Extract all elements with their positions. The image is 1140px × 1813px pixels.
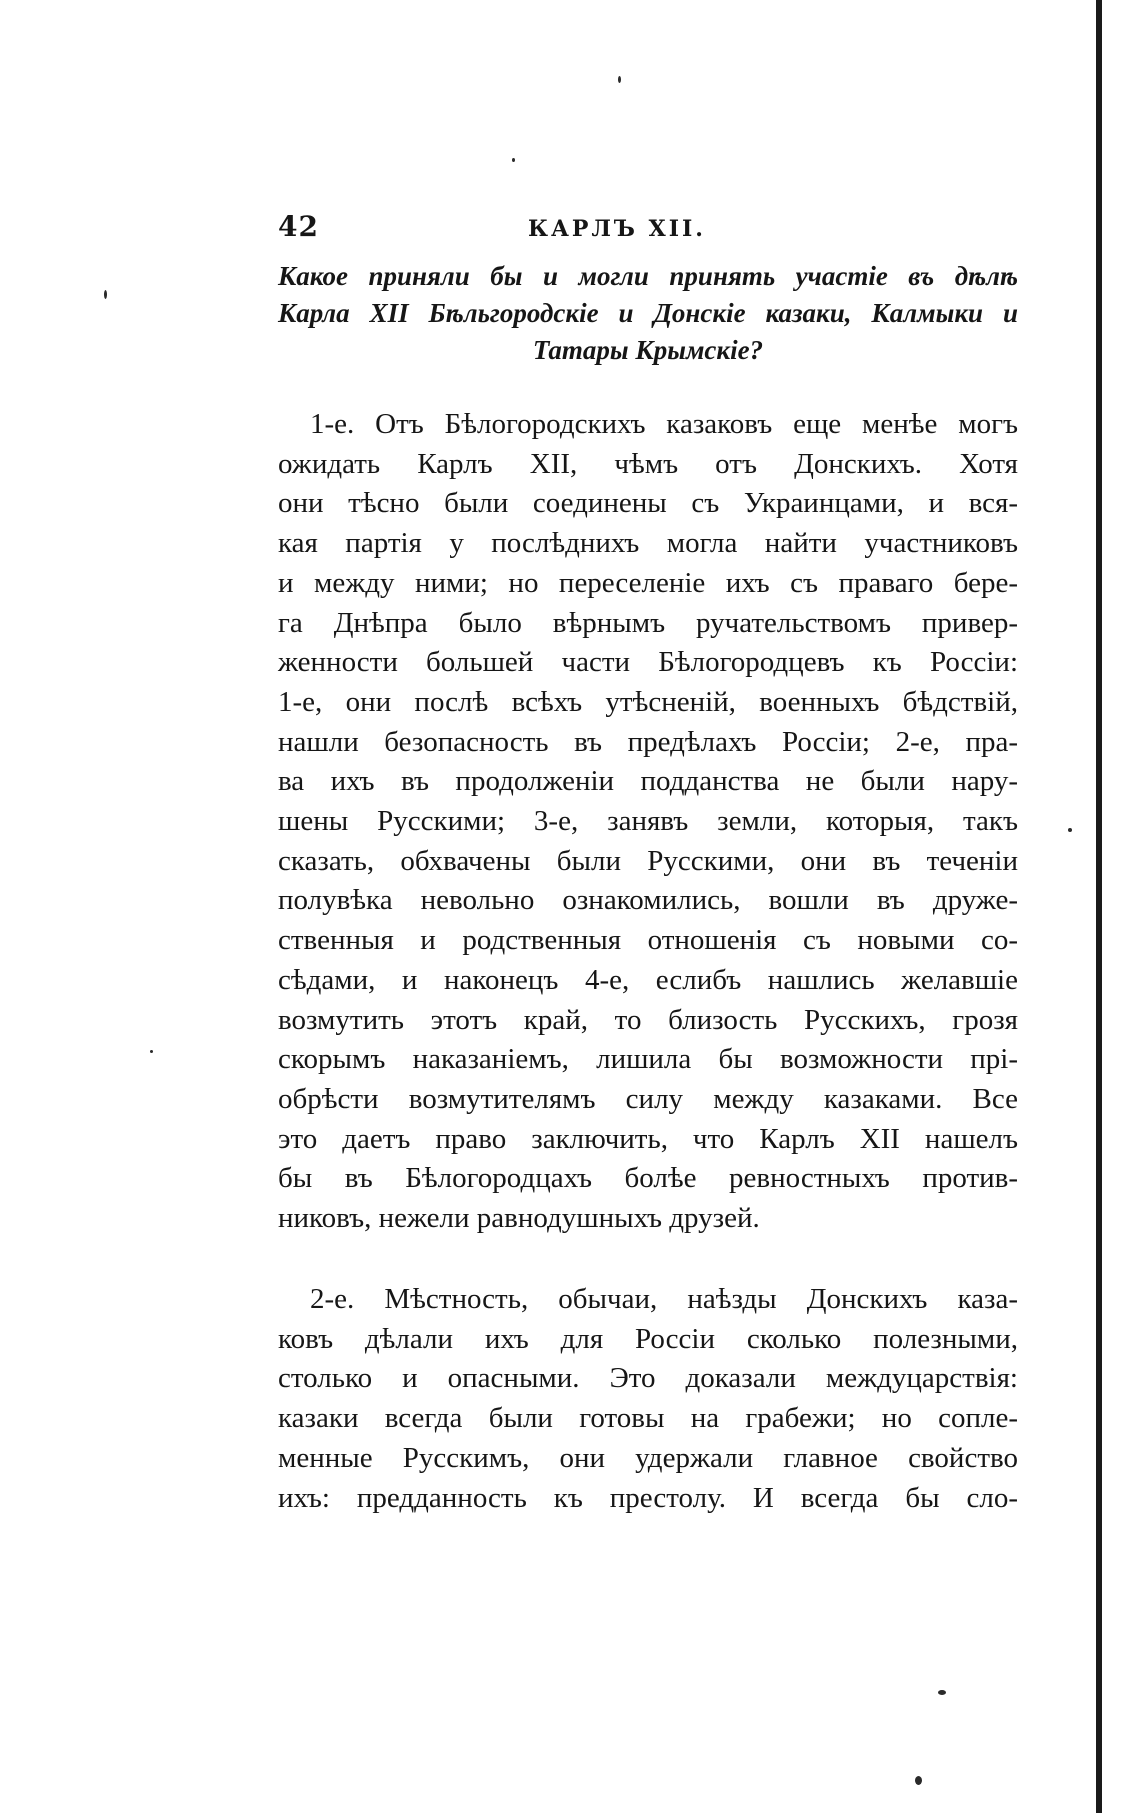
text-line: сказать, обхвачены были Русскими, они въ теченіи [278, 844, 1018, 877]
page-number: 42 [278, 210, 319, 243]
text-line: бы въ Бѣлогородцахъ болѣе ревностныхъ против- [278, 1162, 1018, 1195]
page-header [278, 210, 1018, 250]
text-line: обрѣсти возмутителямъ силу между казаками. Все [278, 1082, 1018, 1115]
text-line: и между ними; но переселеніе ихъ съ праваго бере- [278, 566, 1018, 599]
text-line: кая партія у послѣднихъ могла найти участниковъ [278, 527, 1018, 560]
text-line: 1-е, они послѣ всѣхъ утѣсненій, военныхъ бѣдствій, [278, 685, 1018, 718]
text-line: скорымъ наказаніемъ, лишила бы возможности прі- [278, 1043, 1018, 1076]
question-line: Карла XII Бѣльгородскіе и Донскіе казаки, Калмыки и [278, 298, 1018, 328]
text-line: столько и опасными. Это доказали междуцарствія: [278, 1362, 1018, 1395]
text-line: ва ихъ въ продолженіи подданства не были нару- [278, 765, 1018, 798]
text-line: га Днѣпра было вѣрнымъ ручательствомъ привер- [278, 606, 1018, 639]
page-edge-rule [1096, 0, 1102, 1813]
text-line: они тѣсно были соединены съ Украинцами, и вся- [278, 487, 1018, 520]
print-speck [150, 1050, 153, 1053]
text-line: это даетъ право заключить, что Карлъ XII нашелъ [278, 1122, 1018, 1155]
paragraph-2 [278, 1280, 1018, 1518]
text-line: казаки всегда были готовы на грабежи; но сопле- [278, 1402, 1018, 1435]
text-line: возмутить этотъ край, то близость Русскихъ, грозя [278, 1003, 1018, 1036]
question-line: Какое приняли бы и могли принять участіе въ дѣлѣ [278, 261, 1018, 291]
text-line: менные Русскимъ, они удержали главное свойство [278, 1441, 1018, 1474]
paragraph-1 [278, 405, 1018, 1239]
question-line: Татары Крымскіе? [532, 335, 764, 365]
text-line: ихъ: предданность къ престолу. И всегда бы сло- [278, 1481, 1018, 1514]
text-line: женности большей части Бѣлогородцевъ къ Россіи: [278, 646, 1018, 679]
text-line: сѣдами, и наконецъ 4-е, еслибъ нашлись желавшіе [278, 963, 1018, 996]
text-line: ковъ дѣлали ихъ для Россіи сколько полезными, [278, 1322, 1018, 1355]
text-line: нашли безопасность въ предѣлахъ Россіи; 2-е, пра- [278, 725, 1018, 758]
text-line: ожидать Карлъ XII, чѣмъ отъ Донскихъ. Хотя [278, 447, 1018, 480]
text-line: шены Русскими; 3-е, занявъ земли, которыя, такъ [278, 805, 1018, 838]
section-question [278, 258, 1018, 369]
running-head: КАРЛЪ XII. [528, 216, 706, 242]
text-line: полувѣка невольно ознакомились, вошли въ друже- [278, 884, 1018, 917]
print-speck [938, 1690, 946, 1695]
text-line: 1-е. Отъ Бѣлогородскихъ казаковъ еще менѣе могъ [310, 408, 1018, 440]
print-speck [915, 1776, 922, 1785]
print-speck [512, 158, 515, 162]
print-speck [618, 76, 621, 83]
text-line: ственныя и родственныя отношенія съ новыми со- [278, 924, 1018, 957]
text-line: никовъ, нежели равнодушныхъ друзей. [278, 1202, 760, 1235]
print-speck [1068, 828, 1072, 832]
text-line: 2-е. Мѣстность, обычаи, наѣзды Донскихъ каза- [310, 1283, 1018, 1315]
print-speck [104, 290, 107, 299]
